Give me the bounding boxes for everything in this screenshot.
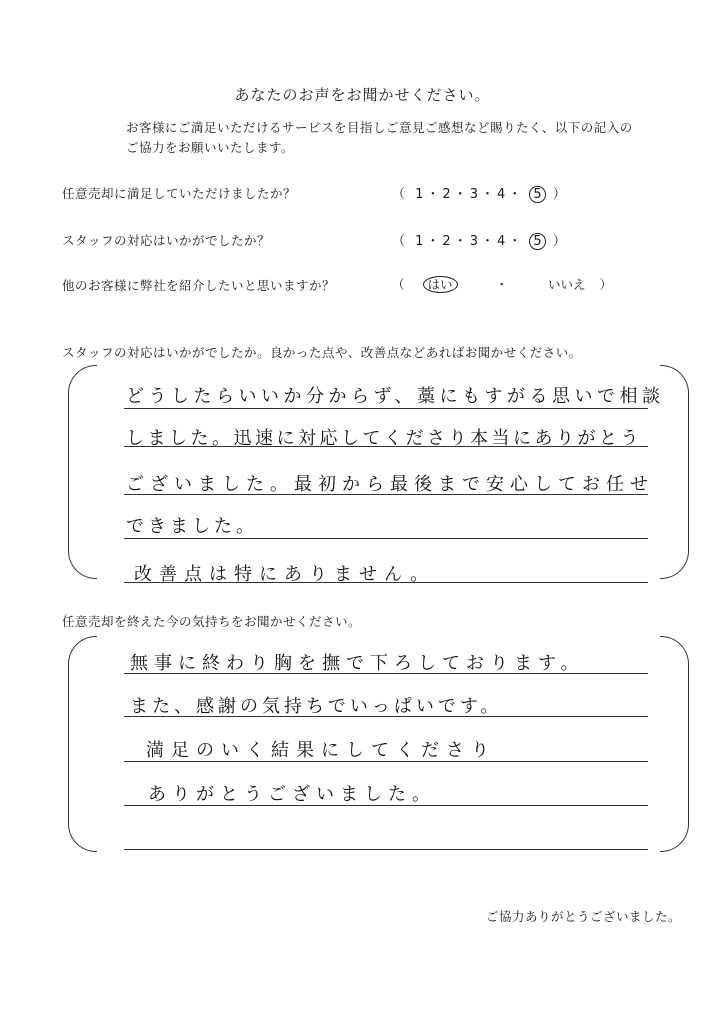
referral-open-paren: （ xyxy=(392,277,405,292)
section1-handwriting-line-2: しました。迅速に対応してくださり本当にありがとう xyxy=(126,428,642,449)
selected-rating-circle: 5 xyxy=(529,186,545,203)
staff-rating-scale xyxy=(392,230,569,250)
question-staff-response: スタッフの対応はいかがでしたか？ xyxy=(62,233,271,248)
question-satisfaction: 任意売却に満足していただけましたか？ xyxy=(62,186,297,201)
referral-answer xyxy=(392,275,612,293)
section2-left-bracket xyxy=(68,636,97,852)
section1-handwriting-line-5: 改善点は特にありません。 xyxy=(134,564,436,585)
scale-open-paren: （ xyxy=(392,234,409,249)
closing-thanks: ご協力ありがとうございました。 xyxy=(486,909,682,924)
referral-yes-circled: はい xyxy=(423,276,458,293)
section2-right-bracket xyxy=(660,636,689,852)
satisfaction-rating-scale xyxy=(392,183,569,203)
intro-line-2: ご協力をお願いいたします。 xyxy=(126,140,295,155)
scale-options: 1・2・3・4・ xyxy=(415,187,525,202)
section2-handwriting-line-1: 無事に終わり胸を撫で下ろしております。 xyxy=(130,653,585,674)
section1-handwriting-line-4: できました。 xyxy=(126,516,258,537)
intro-line-1: お客様にご満足いただけるサービスを目指しご意見ご感想など賜りたく、以下の記入の xyxy=(126,120,633,135)
section1-rule-4 xyxy=(124,538,648,539)
section2-rule-5 xyxy=(124,849,648,850)
scale-close-paren: ） xyxy=(552,234,569,249)
scale-close-paren: ） xyxy=(552,187,569,202)
section1-prompt: スタッフの対応はいかがでしたか。良かった点や、改善点などあればお聞かせください。 xyxy=(62,345,582,360)
section1-handwriting-line-1: どうしたらいいか分からず、藁にもすがる思いで相談 xyxy=(126,386,665,407)
section2-handwriting-line-2: また、感謝の気持ちでいっぱいです。 xyxy=(130,696,503,717)
referral-separator: ・ xyxy=(495,277,509,292)
selected-rating-circle: 5 xyxy=(529,233,545,250)
scale-open-paren: （ xyxy=(392,187,409,202)
question-referral: 他のお客様に弊社を紹介したいと思いますか？ xyxy=(62,278,336,293)
section2-handwriting-line-4: ありがとうございました。 xyxy=(148,784,436,805)
referral-close-paren: ） xyxy=(599,277,613,292)
section1-rule-1 xyxy=(124,408,648,409)
scale-options: 1・2・3・4・ xyxy=(415,234,525,249)
section1-handwriting-line-3: ございました。最初から最後まで安心してお任せ xyxy=(126,474,654,495)
section2-prompt: 任意売却を終えた今の気持ちをお聞かせください。 xyxy=(62,614,362,629)
referral-no: いいえ xyxy=(548,277,586,292)
section2-handwriting-line-3: 満足のいく結果にしてくださり xyxy=(146,740,496,761)
page-title: あなたのお声をお聞かせください。 xyxy=(234,86,491,104)
section1-left-bracket xyxy=(68,365,97,579)
